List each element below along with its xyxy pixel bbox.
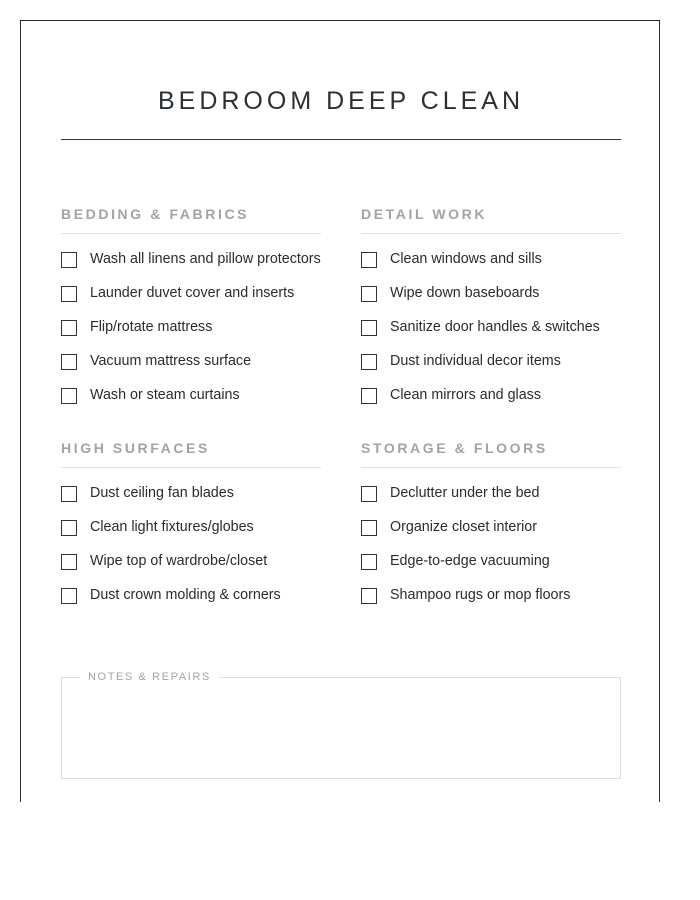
checklist-sheet: [20, 20, 660, 802]
checklist-item[interactable]: [361, 587, 621, 621]
section-storage-floors: [361, 438, 621, 621]
checkbox[interactable]: [361, 354, 377, 370]
checklist-item[interactable]: [61, 285, 321, 319]
checklist-item[interactable]: [361, 319, 621, 353]
checklist-item-label: Dust ceiling fan blades: [90, 485, 234, 501]
checkbox[interactable]: [61, 286, 77, 302]
checklist-item-label: Clean windows and sills: [390, 251, 542, 267]
checklist-item[interactable]: [361, 485, 621, 519]
section-bedding-fabrics: [61, 204, 321, 421]
section-heading: DETAIL WORK: [361, 206, 488, 222]
checkbox[interactable]: [361, 554, 377, 570]
checkbox[interactable]: [361, 286, 377, 302]
checkbox[interactable]: [61, 520, 77, 536]
title-divider: [61, 139, 621, 140]
checklist-item[interactable]: [61, 319, 321, 353]
checklist-item-label: Edge-to-edge vacuuming: [390, 553, 550, 569]
section-divider: [361, 467, 621, 468]
checklist-item[interactable]: [61, 587, 321, 621]
checklist-item-label: Clean light fixtures/globes: [90, 519, 254, 535]
checklist-item-label: Dust crown molding & corners: [90, 587, 281, 603]
checkbox[interactable]: [361, 520, 377, 536]
checkbox[interactable]: [61, 252, 77, 268]
checklist-item-label: Dust individual decor items: [390, 353, 561, 369]
checklist-items: [361, 485, 621, 621]
checklist-item[interactable]: [361, 285, 621, 319]
checklist-item-label: Wash all linens and pillow protectors: [90, 251, 321, 267]
checklist-item[interactable]: [361, 553, 621, 587]
checklist-item[interactable]: [61, 387, 321, 421]
section-detail-work: [361, 204, 621, 421]
checklist-item-label: Declutter under the bed: [390, 485, 540, 501]
checklist-item[interactable]: [61, 553, 321, 587]
notes-field[interactable]: [72, 690, 610, 770]
section-heading: HIGH SURFACES: [61, 440, 210, 456]
checklist-item[interactable]: [361, 519, 621, 553]
checklist-item-label: Launder duvet cover and inserts: [90, 285, 295, 301]
checklist-items: [61, 485, 321, 621]
checkbox[interactable]: [61, 588, 77, 604]
checkbox[interactable]: [61, 388, 77, 404]
checkbox[interactable]: [361, 320, 377, 336]
checklist-item-label: Clean mirrors and glass: [390, 387, 541, 403]
section-heading: STORAGE & FLOORS: [361, 440, 548, 456]
section-divider: [61, 467, 321, 468]
section-heading: BEDDING & FABRICS: [61, 206, 250, 222]
section-divider: [361, 233, 621, 234]
checklist-items: [361, 251, 621, 421]
checklist-item[interactable]: [61, 485, 321, 519]
section-divider: [61, 233, 321, 234]
section-high-surfaces: [61, 438, 321, 621]
checklist-item[interactable]: [361, 387, 621, 421]
checkbox[interactable]: [361, 388, 377, 404]
notes-label: NOTES & REPAIRS: [80, 670, 219, 684]
checkbox[interactable]: [361, 588, 377, 604]
checklist-item-label: Sanitize door handles & switches: [390, 319, 600, 335]
checkbox[interactable]: [361, 486, 377, 502]
checklist-item-label: Vacuum mattress surface: [90, 353, 252, 369]
checklist-item[interactable]: [61, 251, 321, 285]
checkbox[interactable]: [61, 320, 77, 336]
checkbox[interactable]: [61, 554, 77, 570]
checklist-item-label: Flip/rotate mattress: [90, 319, 213, 335]
checklist-item-label: Shampoo rugs or mop floors: [390, 587, 571, 603]
page-title: BEDROOM DEEP CLEAN: [157, 87, 525, 115]
checklist-item[interactable]: [361, 353, 621, 387]
checklist-item[interactable]: [361, 251, 621, 285]
checklist-item[interactable]: [61, 353, 321, 387]
checklist-items: [61, 251, 321, 421]
checklist-item-label: Wipe down baseboards: [390, 285, 540, 301]
checklist-item[interactable]: [61, 519, 321, 553]
checkbox[interactable]: [361, 252, 377, 268]
notes-box: [61, 671, 621, 779]
checklist-item-label: Wipe top of wardrobe/closet: [90, 553, 268, 569]
checkbox[interactable]: [61, 354, 77, 370]
checkbox[interactable]: [61, 486, 77, 502]
checklist-item-label: Organize closet interior: [390, 519, 538, 535]
checklist-item-label: Wash or steam curtains: [90, 387, 240, 403]
